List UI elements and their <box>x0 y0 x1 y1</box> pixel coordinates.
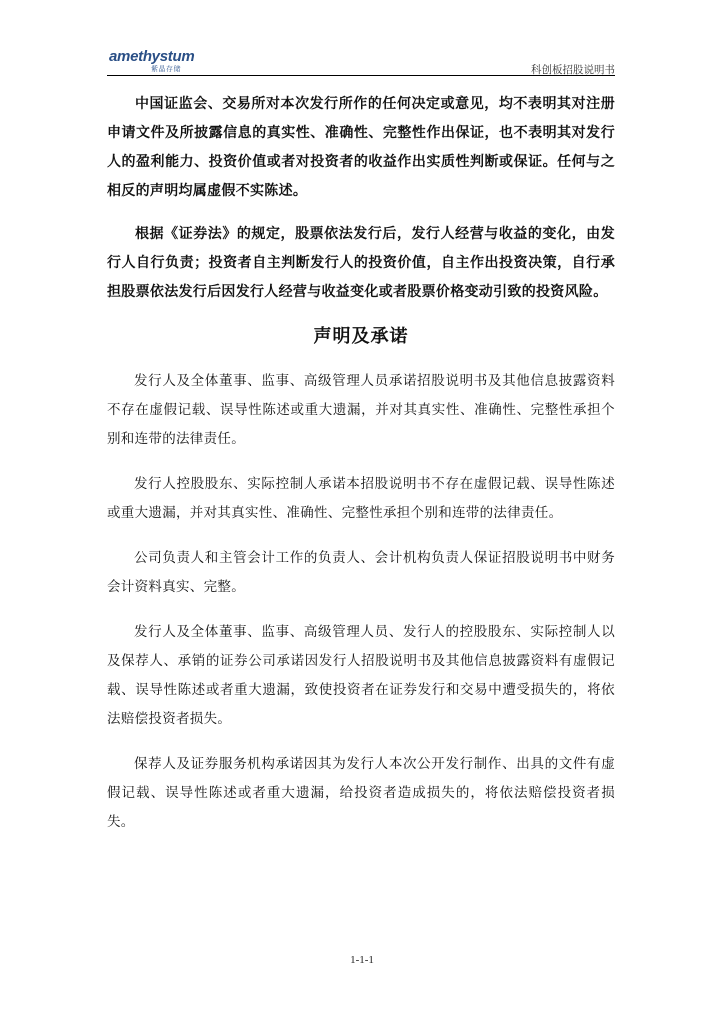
logo-subtext: 紫晶存储 <box>151 65 181 73</box>
notice-paragraph: 根据《证券法》的规定，股票依法发行后，发行人经营与收益的变化，由发行人自行负责；投资者自主判断发行人的投资价值，自主作出投资决策，自行承担股票依法发行后因发行人经营与收益变化或者股票价格变动引致的投资风险。 <box>107 226 615 300</box>
header-divider <box>107 75 615 76</box>
declaration-section <box>107 367 615 837</box>
document-title: 科创板招股说明书 <box>531 64 615 76</box>
regulatory-notices <box>107 90 615 307</box>
declaration-paragraph: 发行人及全体董事、监事、高级管理人员承诺招股说明书及其他信息披露资料不存在虚假记载、误导性陈述或重大遗漏，并对其真实性、准确性、完整性承担个别和连带的法律责任。 <box>107 373 615 447</box>
company-logo <box>107 46 207 74</box>
declaration-paragraph: 公司负责人和主管会计工作的负责人、会计机构负责人保证招股说明书中财务会计资料真实、完整。 <box>107 550 615 595</box>
page-header <box>107 46 615 76</box>
declaration-paragraph: 发行人及全体董事、监事、高级管理人员、发行人的控股股东、实际控制人以及保荐人、承销的证券公司承诺因发行人招股说明书及其他信息披露资料有虚假记载、误导性陈述或者重大遗漏，致使投资者在证券发行和交易中遭受损失的，将依法赔偿投资者损失。 <box>107 624 615 727</box>
declaration-paragraph: 发行人控股股东、实际控制人承诺本招股说明书不存在虚假记载、误导性陈述或重大遗漏，并对其真实性、准确性、完整性承担个别和连带的法律责任。 <box>107 476 615 521</box>
page-number: 1-1-1 <box>350 954 374 966</box>
declaration-paragraph: 保荐人及证券服务机构承诺因其为发行人本次公开发行制作、出具的文件有虚假记载、误导性陈述或者重大遗漏，给投资者造成损失的，将依法赔偿投资者损失。 <box>107 756 615 830</box>
section-title: 声明及承诺 <box>313 326 409 347</box>
notice-paragraph: 中国证监会、交易所对本次发行所作的任何决定或意见，均不表明其对注册申请文件及所披露信息的真实性、准确性、完整性作出保证，也不表明其对发行人的盈利能力、投资价值或者对投资者的收益作出实质性判断或保证。任何与之相反的声明均属虚假不实陈述。 <box>107 96 615 199</box>
logo-wordmark: amethystum <box>109 48 195 65</box>
